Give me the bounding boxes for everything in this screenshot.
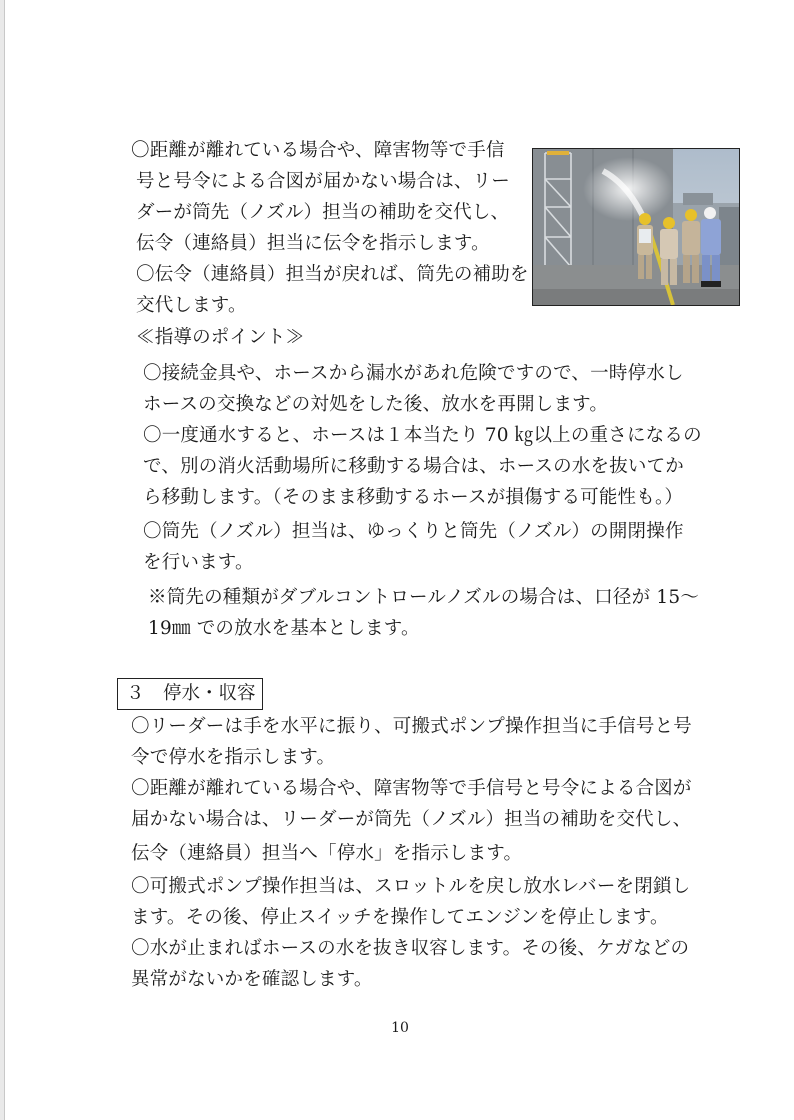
upper-line-2: 号と号令による合図が届かない場合は、リー: [136, 171, 511, 192]
section-line-9: 異常がないかを確認します。: [131, 969, 373, 990]
upper-line-1: 〇距離が離れている場合や、障害物等で手信: [131, 140, 505, 161]
guidance-line-4: で、別の消火活動場所に移動する場合は、ホースの水を抜いてか: [143, 456, 685, 477]
guidance-line-7: を行います。: [143, 552, 254, 573]
section-line-1: 〇リーダーは手を水平に振り、可搬式ポンプ操作担当に手信号と号: [131, 716, 693, 737]
guidance-line-1: 〇接続金具や、ホースから漏水があれ危険ですので、一時停水し: [143, 363, 684, 384]
section-line-5: 伝令（連絡員）担当へ「停水」を指示します。: [131, 843, 523, 864]
guidance-line-3: 〇一度通水すると、ホースは１本当たり 70 ㎏以上の重さになるの: [143, 425, 702, 446]
upper-line-5: 〇伝令（連絡員）担当が戻れば、筒先の補助を: [136, 264, 529, 285]
section-line-8: 〇水が止まればホースの水を抜き収容します。その後、ケガなどの: [131, 938, 690, 959]
guidance-line-2: ホースの交換などの対処をした後、放水を再開します。: [143, 394, 609, 415]
guidance-line-5: ら移動します。（そのまま移動するホースが損傷する可能性も。）: [143, 487, 684, 508]
section-heading: ３ 停水・収容: [126, 683, 256, 704]
section-heading-box: [117, 678, 263, 710]
section-line-7: ます。その後、停止スイッチを操作してエンジンを停止します。: [131, 907, 669, 928]
section-line-6: 〇可搬式ポンプ操作担当は、スロットルを戻し放水レバーを閉鎖し: [131, 876, 691, 897]
upper-line-3: ダーが筒先（ノズル）担当の補助を交代し、: [136, 202, 510, 223]
note-line-1: ※筒先の種類がダブルコントロールノズルの場合は、口径が 15～: [148, 587, 700, 608]
section-line-3: 〇距離が離れている場合や、障害物等で手信号と号令による合図が: [131, 778, 692, 799]
section-line-4: 届かない場合は、リーダーが筒先（ノズル）担当の補助を交代し、: [131, 809, 692, 830]
guidance-line-6: 〇筒先（ノズル）担当は、ゆっくりと筒先（ノズル）の開閉操作: [143, 521, 684, 542]
upper-line-4: 伝令（連絡員）担当に伝令を指示します。: [136, 233, 490, 254]
section-line-2: 令で停水を指示します。: [131, 747, 336, 768]
document-page: [4, 0, 794, 1120]
page-number: 10: [391, 1020, 409, 1036]
firefighting-drill-photo: [532, 148, 740, 306]
note-line-2: 19㎜ での放水を基本とします。: [148, 618, 420, 639]
guidance-title: ≪指導のポイント≫: [136, 327, 305, 348]
upper-line-6: 交代します。: [136, 295, 247, 316]
